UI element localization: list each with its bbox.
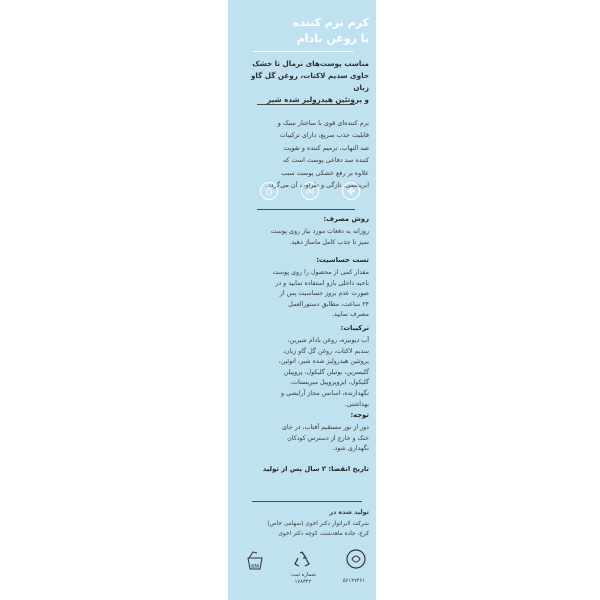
sensitivity-line: مقدار کمی از محصول را روی پوست <box>272 269 369 276</box>
license-label: شماره ثبت: <box>290 572 316 578</box>
product-title <box>239 15 369 47</box>
health-seal-icon <box>345 548 367 572</box>
flower-icon <box>342 182 360 200</box>
ingredients-line: گلیسرین، بوتیلن گلیکول، پروپیلن <box>283 368 369 376</box>
ingredients-line: نگهدارنده، اسانس مجاز آرایشی و <box>281 389 369 397</box>
description-text <box>239 117 369 191</box>
sensitivity-line: ۲۴ ساعت، مطابق دستورالعمل <box>288 300 369 308</box>
divider <box>257 104 355 105</box>
warning-line: دور از نور مستقیم آفتاب، در جای <box>281 424 369 431</box>
license-number: ۱۷۸۳۴۲ <box>294 579 312 585</box>
description-line: کننده سد دفاعی پوست است که <box>282 156 369 165</box>
description-line: علاوه بر رفع خشکی پوست سبب <box>281 168 369 177</box>
sensitivity-line: ناحیه داخلی بازو استفاده نمایید و در <box>275 279 369 287</box>
feature-icons <box>260 182 360 200</box>
sensitivity-line: مصرف نمایید. <box>331 311 369 319</box>
manufacturer-line: تولید شده در <box>329 509 369 516</box>
title-line-2: با روغن بادام <box>296 32 369 45</box>
manufacturer-info <box>239 508 369 540</box>
warning-section <box>239 411 369 455</box>
intro-line: حاوی سدیم لاکتات، روغن گل گاو زبان <box>250 71 369 92</box>
pao-label: 6M <box>251 564 259 570</box>
intro-line: و پروتئین هیدرولیز شده شیر <box>267 95 369 104</box>
usage-line: تمیز تا جذب کامل ماساژ دهید. <box>289 238 369 246</box>
usage-line: روزانه به دفعات مورد نیاز روی پوست <box>270 228 369 235</box>
manufacturer-line: کرج، جاده ماهدشت، کوچه دکتر اخوی <box>278 531 369 538</box>
manufacturer-line: شرکت لابراتوار دکتر اخوی (سهامی خاص) <box>267 520 369 527</box>
title-underline <box>253 51 353 52</box>
ingredients-heading: ترکیبات: <box>340 324 369 332</box>
sensitivity-heading: تست حساسیت: <box>316 256 369 264</box>
usage-section <box>239 215 369 248</box>
usage-heading: روش مصرف: <box>323 215 369 223</box>
warning-heading: توجه: <box>350 411 369 419</box>
description-line: ضد التهاب، ترمیم کننده و تقویت <box>283 143 369 152</box>
warning-line: نگهداری شود. <box>332 445 369 453</box>
description-line: قابلیت جذب سریع، دارای ترکیبات <box>279 131 369 140</box>
divider <box>252 501 362 502</box>
expiry-text: تاریخ انقضا: ۳ سال پس از تولید <box>262 465 369 473</box>
divider <box>257 209 355 210</box>
health-code: ۵۶۱۲۷۴۶۱ <box>342 578 366 584</box>
ingredients-section <box>239 324 369 410</box>
intro-line: مناسب پوست‌های نرمال تا خشک <box>252 59 369 68</box>
ingredients-line: گلیکول، ایزوپروپیل میریستات، <box>290 379 369 387</box>
drop-icon <box>260 182 278 200</box>
leaf-butterfly-icon <box>301 182 319 200</box>
warning-line: خنک و خارج از دسترس کودکان <box>287 434 369 442</box>
sensitivity-line: صورت عدم بروز حساسیت پس از <box>279 290 369 298</box>
regulatory-symbols <box>244 548 369 588</box>
description-line: ابریشمی، تازگی و طراوت آن می‌گردد. <box>265 181 369 190</box>
ingredients-line: سدیم لاکتات، روغن گل گاو زبان، <box>282 347 369 355</box>
title-line-1: کرم نرم کننده <box>292 16 369 29</box>
intro-text <box>239 58 369 106</box>
sensitivity-section <box>239 256 369 321</box>
ingredients-line: بهداشتی. <box>344 400 369 408</box>
ingredients-line: پروتئین هیدرولیز شده شیر، اتوئین، <box>278 358 369 366</box>
recycle-icon <box>291 549 313 571</box>
ingredients-line: آب دیونیزه، روغن بادام شیرین، <box>287 337 369 344</box>
description-line: نرم کننده‌ای قوی با ساختار سبک و <box>277 119 369 127</box>
